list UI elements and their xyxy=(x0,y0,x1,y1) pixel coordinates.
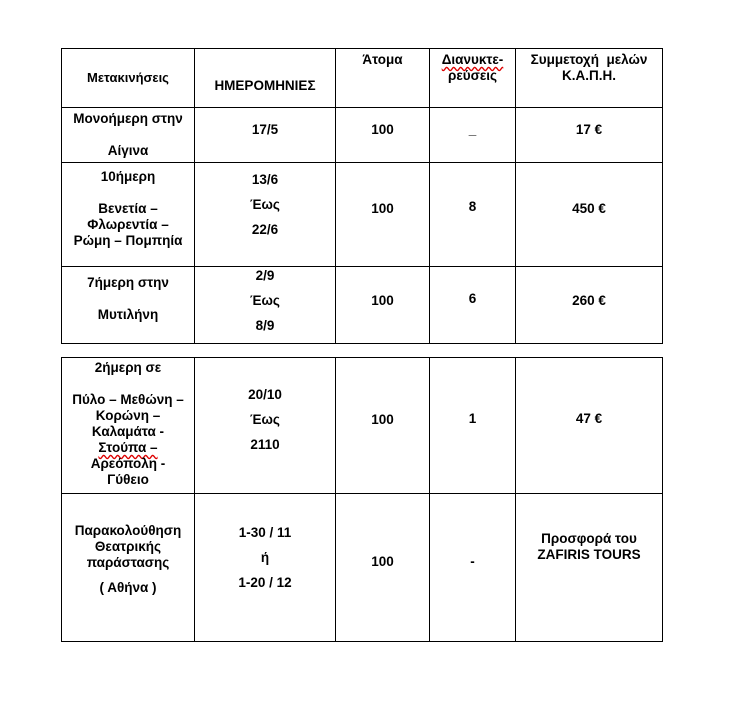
excursions-table-1 xyxy=(61,48,663,344)
nights-cell: - xyxy=(430,494,516,642)
nights-cell: 8 xyxy=(430,163,516,267)
date-line: 2/9 xyxy=(255,268,275,283)
header-participation xyxy=(516,49,663,108)
excursions-table-2 xyxy=(61,357,663,642)
trip-cell xyxy=(62,163,195,267)
header-row xyxy=(62,49,663,108)
header-nights-line2: ρεύσεις xyxy=(447,68,498,83)
people-cell: 100 xyxy=(336,108,430,163)
cost-cell: 260 € xyxy=(516,267,663,344)
date-line: Έως xyxy=(250,412,280,427)
cost-line: Προσφορά του xyxy=(541,531,637,546)
header-participation-word1: Συμμετοχή xyxy=(530,52,599,67)
dates-cell: 17/5 xyxy=(195,108,336,163)
people-cell: 100 xyxy=(336,358,430,494)
table-row xyxy=(62,358,663,494)
trip-line: ( Αθήνα ) xyxy=(99,580,157,595)
date-line: 1-20 / 12 xyxy=(238,575,292,590)
trip-line: παράστασης xyxy=(86,555,170,570)
cost-cell xyxy=(516,494,663,642)
people-cell: 100 xyxy=(336,494,430,642)
date-line: 22/6 xyxy=(251,222,279,237)
trip-cell xyxy=(62,358,195,494)
header-nights-line1: Διανυκτε- xyxy=(441,52,504,67)
date-line: ή xyxy=(260,550,270,565)
trip-line: Παρακολούθηση xyxy=(74,523,182,538)
dates-cell xyxy=(195,163,336,267)
trip-line: Πύλο – Μεθώνη – xyxy=(72,392,184,407)
nights-cell: _ xyxy=(430,108,516,163)
date-line: 2110 xyxy=(250,437,280,452)
trip-cell xyxy=(62,494,195,642)
trip-line: 7ήμερη στην xyxy=(87,275,169,290)
nights-cell: 6 xyxy=(430,267,516,344)
people-cell: 100 xyxy=(336,163,430,267)
header-nights xyxy=(430,49,516,108)
trip-line: Γύθειο xyxy=(107,472,149,487)
trip-line: Μονοήμερη στην xyxy=(73,111,183,126)
trip-line: 2ήμερη σε xyxy=(94,360,162,375)
trip-line: Αίγινα xyxy=(107,143,149,158)
dates-cell xyxy=(195,267,336,344)
trip-line: Στούπα – xyxy=(98,440,158,455)
header-participation-word2: μελών xyxy=(606,52,648,67)
cost-cell: 47 € xyxy=(516,358,663,494)
table-row xyxy=(62,267,663,344)
trip-cell xyxy=(62,108,195,163)
table-row xyxy=(62,494,663,642)
table-row xyxy=(62,163,663,267)
dates-cell xyxy=(195,358,336,494)
date-line: 20/10 xyxy=(248,387,282,402)
date-line: 8/9 xyxy=(255,318,275,333)
cost-cell: 450 € xyxy=(516,163,663,267)
table-row xyxy=(62,108,663,163)
dates-cell xyxy=(195,494,336,642)
cost-cell: 17 € xyxy=(516,108,663,163)
nights-cell: 1 xyxy=(430,358,516,494)
trip-line: Βενετία – xyxy=(98,201,158,216)
trip-line: Φλωρεντία – xyxy=(87,217,169,232)
trip-line: Κορώνη – xyxy=(95,408,161,423)
people-cell: 100 xyxy=(336,267,430,344)
cost-line: ZAFIRIS TOURS xyxy=(537,547,641,562)
header-trips: Μετακινήσεις xyxy=(62,49,195,108)
trip-line: Ρώμη – Πομπηία xyxy=(73,233,183,248)
trip-line: Μυτιλήνη xyxy=(97,307,159,322)
date-line: Έως xyxy=(250,197,280,212)
trip-line: Θεατρικής xyxy=(94,539,162,554)
header-people: Άτομα xyxy=(336,49,430,108)
header-dates: ΗΜΕΡΟΜΗΝΙΕΣ xyxy=(195,49,336,108)
date-line: 1-30 / 11 xyxy=(238,525,292,540)
trip-cell xyxy=(62,267,195,344)
trip-line: 10ήμερη xyxy=(100,169,156,184)
header-participation-line2: Κ.Α.Π.Η. xyxy=(562,68,616,83)
trip-line: Αρεόπολη - xyxy=(90,456,166,471)
date-line: 13/6 xyxy=(251,172,279,187)
header-participation-line1 xyxy=(516,52,662,68)
trip-line: Καλαμάτα - xyxy=(91,424,165,439)
date-line: Έως xyxy=(250,293,280,308)
